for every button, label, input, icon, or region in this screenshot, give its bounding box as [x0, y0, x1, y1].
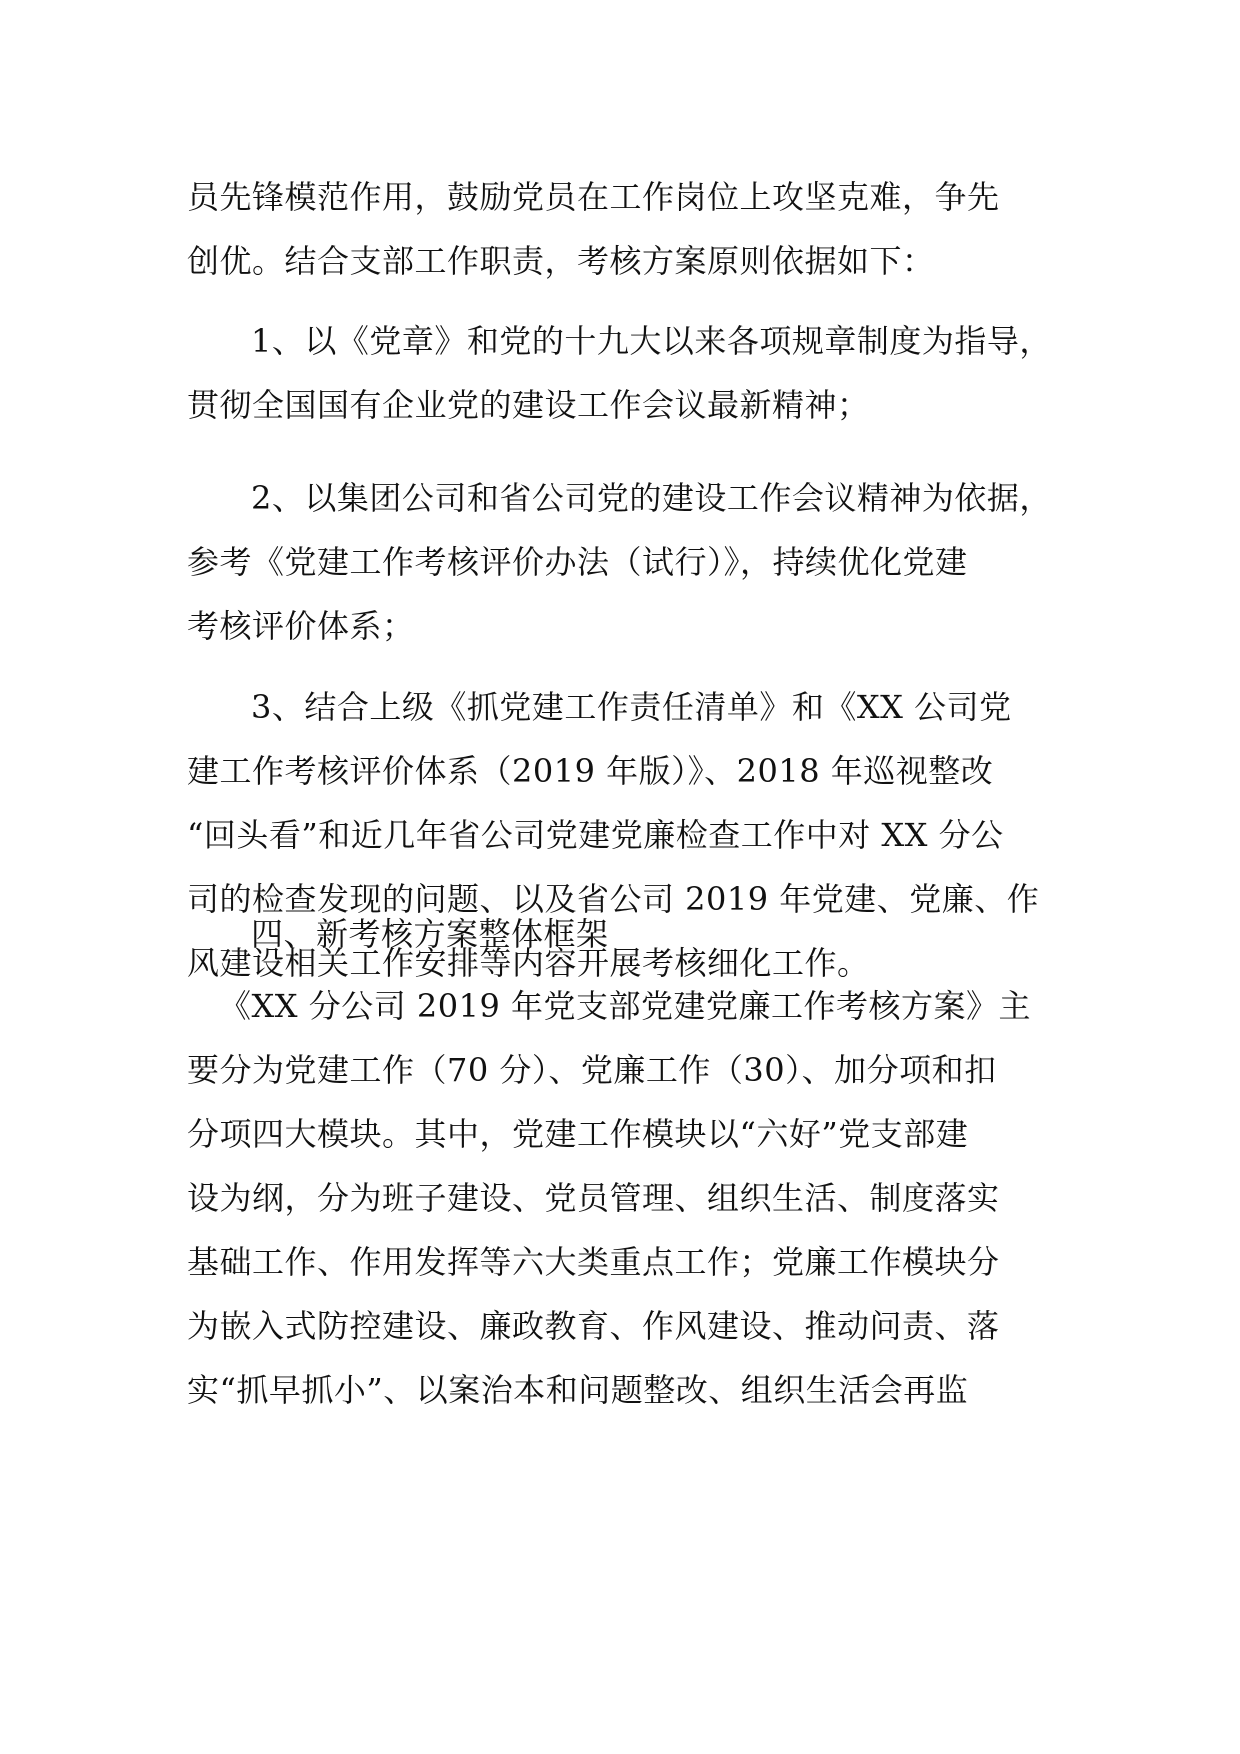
text-line: 参考《党建工作考核评价办法（试行）》，持续优化党建 [187, 543, 968, 581]
paragraph-2 [187, 309, 1067, 437]
text-line: 创优。结合支部工作职责，考核方案原则依据如下： [187, 242, 935, 280]
text-line: 1、以《党章》和党的十九大以来各项规章制度为指导， [251, 322, 1052, 360]
text-line: 《XX 分公司 2019 年党支部党建党廉工作考核方案》主 [219, 987, 1032, 1025]
section-heading [187, 902, 1067, 966]
text-line: 分项四大模块。其中，党建工作模块以“六好”党支部建 [187, 1115, 969, 1153]
text-line: 设为纲，分为班子建设、党员管理、组织生活、制度落实 [187, 1179, 1000, 1217]
text-line: 基础工作、作用发挥等六大类重点工作；党廉工作模块分 [187, 1243, 1000, 1281]
text-line: 实“抓早抓小”、以案治本和问题整改、组织生活会再监 [187, 1371, 969, 1409]
text-line: 贯彻全国国有企业党的建设工作会议最新精神； [187, 386, 870, 424]
paragraph-3 [187, 466, 1067, 658]
heading-line: 四、新考核方案整体框架 [251, 915, 609, 953]
text-line: 为嵌入式防控建设、廉政教育、作风建设、推动问责、落 [187, 1307, 1000, 1345]
text-line: 司的检查发现的问题、以及省公司 2019 年党建、党廉、作 [187, 880, 1040, 918]
paragraph-6 [187, 974, 1067, 1422]
text-line: 建工作考核评价体系（2019 年版）》、2018 年巡视整改 [187, 752, 994, 790]
text-line: 3、结合上级《抓党建工作责任清单》和《XX 公司党 [251, 688, 1012, 726]
text-line: 要分为党建工作（70 分）、党廉工作（30）、加分项和扣 [187, 1051, 997, 1089]
text-line: 风建设相关工作安排等内容开展考核细化工作。 [187, 944, 870, 982]
paragraph-1 [187, 165, 1067, 293]
text-line: 考核评价体系； [187, 607, 415, 645]
text-line: “回头看”和近几年省公司党建党廉检查工作中对 XX 分公 [187, 816, 1004, 854]
text-line: 2、以集团公司和省公司党的建设工作会议精神为依据， [251, 479, 1052, 517]
text-line: 员先锋模范作用，鼓励党员在工作岗位上攻坚克难，争先 [187, 178, 1000, 216]
